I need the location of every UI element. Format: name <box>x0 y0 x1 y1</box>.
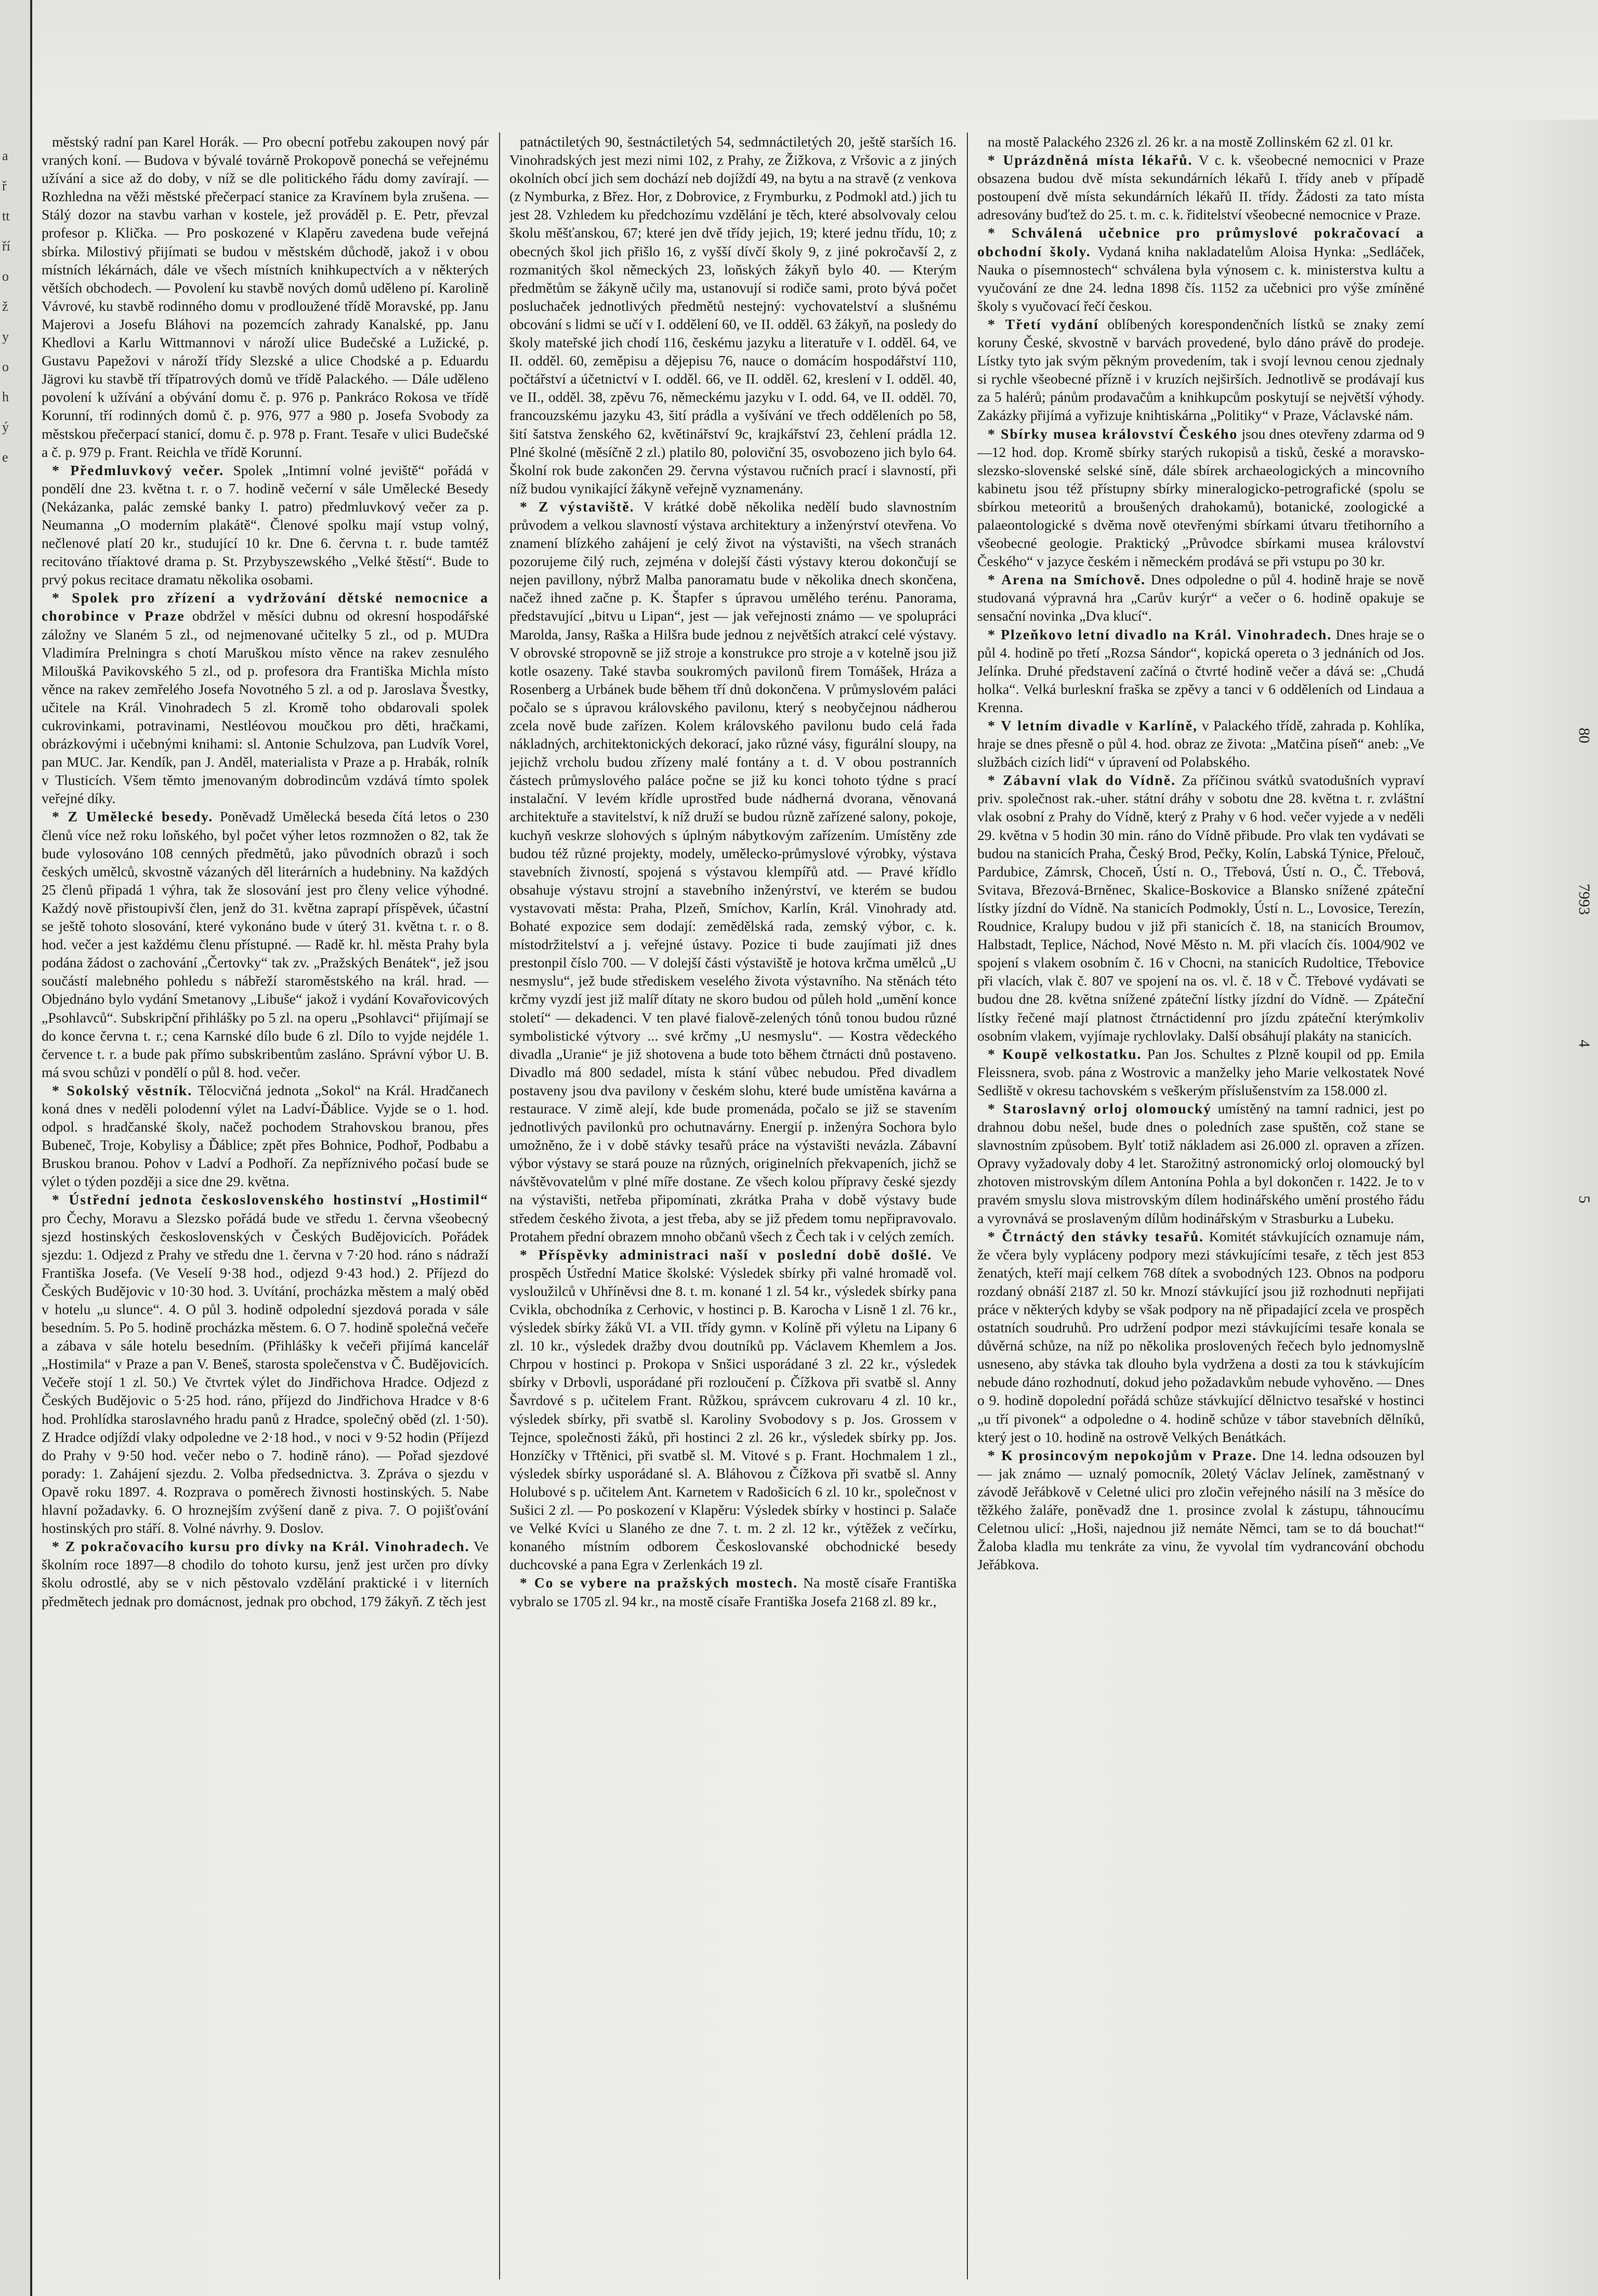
article-heading: * Koupě velkostatku. <box>988 1045 1142 1062</box>
article-paragraph <box>509 133 957 497</box>
article-text: Tělocvičná jednota „Sokol“ na Král. Hradčanech koná dnes v neděli polodenní výlet na Ladví-Ďáblice. Vyjde se o 1. hod. odpol. s hradčanské školy, načež pochodem Strahovskou branou, přes Bubeneč, Troje, Kobylisy a Ďáblice; zpět přes Bohnice, Podhoř, Podbabu a Bruskou branou. Pohov v Ladví a Podhoří. Za nepříznivého počasí bude se výlet o týden později a sice dne 29. května. <box>42 1082 489 1190</box>
edge-letter: e <box>2 450 8 465</box>
edge-letter: a <box>2 148 8 163</box>
article-heading: * V letním divadle v Karlíně, <box>988 717 1198 733</box>
article-paragraph <box>42 133 489 461</box>
article-text: Za příčinou svátků svatodušních vypraví priv. společnost rak.-uher. státní dráhy v sobotu dne 28. května t. r. zvláštní vlak osobní z Prahy do Vídně, který z Prahy v 6 hod. večer vyjede a v neděli 29. května v 5 hodin 30 min. ráno do Vídně přibude. Pro vlak ten vydávati se budou na stanicích Praha, Český Brod, Pečky, Kolín, Labská Týnice, Přelouč, Pardubice, Zámrsk, Choceň, Ústí n. O., Třebová, Ústí n. O., Č. Třebová, Svitava, Březová-Brněnec, Skalice-Boskovice a Blansko snížené zpáteční lístky jízdní do Vídně. Na stanicích Podmokly, Ústí n. L., Lovosice, Terezín, Roudnice, Kralupy budou v již při stanicích č. 18, na stanicích Broumov, Halbstadt, Teplice, Náchod, Nové Město n. M. při vlacích čís. 1004/902 ve spojení s vlakem osobním č. 16 v Chocni, na stanicích Rudoltice, Třebovice při vlacích, vlak č. 807 ve spojení na os. vl. č. 18 v Č. Třebové vydávati se budou dne 28. května snížené zpáteční lístky jízdní do Vídně. — Zpáteční lístky řečené mají platnost čtrnáctidenní pro jízdu zpáteční kterýmkoliv osobním vlakem, vyjímaje rychlovlaky. Další obsáhují plakáty na stanicích. <box>977 772 1424 1044</box>
article-paragraph <box>509 1573 957 1610</box>
column-3 <box>977 133 1424 2279</box>
edge-number: 80 <box>1576 728 1593 743</box>
article-text: Poněvadž Umělecká beseda čítá letos o 230 členů více než roku loňského, byl počet výher letos rozmnožen o 82, tak že bude vylosováno 108 cenných předmětů, jako původních obrazů i soch českých umělců, skvostně vázaných děl literárních a hudebniny. Na každých 25 členů připadá 1 výhra, tak že slosování jest pro členy velice výhodné. Každý nově přistoupivší člen, jenž do 31. května zaprapí příspěvek, účastní se ještě tohoto slosování, které vykonáno bude v úterý 31. května t. r. o 8. hod. večer a jest každému členu přístupné. — Radě kr. hl. města Prahy byla podána žádost o zachování „Čertovky“ tak zv. „Pražských Benátek“, jež jsou součástí malebného pohledu s nábřeží staroměstského na král. hrad. — Objednáno bylo vydání Smetanovy „Libuše“ jakož i vydání Kovařovicových „Psohlavců“. Subskripční přihlášky po 5 zl. na operu „Psohlavci“ přijímají se do konce června t. r.; cena Karnské dílo bude 6 zl. Dílo to vyjde nejdéle 1. července t. r. a bude pak přímo subskribentům zasláno. Správní výbor U. B. má svou schůzi v pondělí o půl 8. hod. večer. <box>42 808 489 1080</box>
article-heading: * Spolek pro zřízení a vydržování dětské nemocnice a chorobince v Praze <box>42 589 489 624</box>
article-heading: * Plzeňkovo letní divadlo na Král. Vinohradech. <box>988 626 1332 642</box>
edge-letter: ř <box>2 178 7 193</box>
edge-letter: y <box>2 329 9 344</box>
article-heading: * Schválená učebnice pro průmyslové pokračovací a obchodní školy. <box>977 225 1424 259</box>
article-heading: * Uprázdněná místa lékařů. <box>988 152 1193 168</box>
article-heading: * Čtrnáctý den stávky tesařů. <box>988 1228 1204 1244</box>
article-paragraph <box>509 497 957 1245</box>
article-heading: * Třetí vydání <box>988 316 1099 332</box>
article-heading: * Z výstaviště. <box>520 498 635 515</box>
article-text: Dnes hraje se o půl 4. hodině po třetí „Rozsa Sándor“, kopická opereta o 3 jednáních od Jos. Jelínka. Druhé představení začíná o čtvrté hodině večer a dává se: „Chudá holka“. Velká burleskní fraška se zpěvy a tanci v 6 odděleních od Lindaua a Krenna. <box>977 626 1424 715</box>
article-heading: * Předmluvkový večer. <box>52 462 224 478</box>
article-text: Komitét stávkujících oznamuje nám, že včera byly vypláceny podpory mezi stávkujícími tesaře, z těch jest 853 ženatých, kteří mají celkem 768 dítek a svobodných 123. Obnos na podporu rozdaný obnáší 2187 zl. 50 kr. Mnozí stávkující jsou již rozhodnuti nepřijati práce v některých kdyby se však podpory na ně připadající zcela ve prospěch ostatních soudruhů. Pro udržení podpor mezi stávkujícími tesaře konala se důvěrná schůze, na níž po několika proslovených řečech bylo jednomyslně usneseno, aby stávka tak dlouho byla vydržena a dosti za tou k stávkujícím nebude dáno rozhodnutí, dokud jeho požadavkům nebude vyhověno. — Dnes o 9. hodině dopolední pořádá schůze stávkující dělnictvo tesařské v hostinci „u tří pivonek“ a odpoledne o 4. hodině schůze v tábor stavebních dělníků, který jest o 10. hodině na ostrově Velkých Benátkách. <box>977 1228 1424 1445</box>
article-text: jsou dnes otevřeny zdarma od 9—12 hod. dop. Kromě sbírky starých rukopisů a tisků, české a moravsko-slezsko-slovenské selské síně, dále sbírek archaeologických a mincovního kabinetu jsou též přístupny sbírky mineralogicko-petrografické (spolu se sbírkou meteoritů a broušených drahokamů), botanické, zoologické a palaeontologické s dvěma nově otevřenými sbírkami útvaru třetihorního a všeobecné geologie. Praktický „Průvodce sbírkami musea království Českého“ v jazyce českém i německém prodává se při vstupu po 30 kr. <box>977 425 1424 570</box>
article-text: V c. k. všeobecné nemocnici v Praze obsazena budou dvě místa sekundárních lékařů I. třídy aneb v případě postoupení dvě místa sekundárních lékařů II. třídy. Žádosti za tato místa adresovány buďtež do 25. t. m. c. k. řiditelství všeobecné nemocnice v Praze. <box>977 152 1424 223</box>
column-2 <box>509 133 957 2279</box>
article-paragraph <box>977 1227 1424 1446</box>
edge-letter: o <box>2 269 9 284</box>
edge-letter: tt <box>2 208 10 224</box>
article-heading: * Co se vybere na pražských mostech. <box>520 1575 798 1591</box>
article-paragraph <box>977 1045 1424 1099</box>
article-heading: * Staroslavný orloj olomoucký <box>988 1100 1212 1117</box>
article-text: Vydaná kniha nakladatelům Aloisa Hynka: „Sedláček, Nauka o písemnostech“ schválena byla výnosem c. k. ministerstva kultu a vyučování ze dne 24. ledna 1898 čís. 1152 za učebnici pro výše zmíněné školy s vyučovací řečí českou. <box>977 243 1424 314</box>
edge-letter: o <box>2 359 9 374</box>
article-heading: * Sbírky musea království Českého <box>988 425 1238 442</box>
article-paragraph <box>509 1245 957 1574</box>
article-heading: * K prosincovým nepokojům v Praze. <box>988 1447 1258 1463</box>
article-text: Ve školním roce 1897—8 chodilo do tohoto kursu, jenž jest určen pro dívky školu odrostlé, aby se v nich pěstovalo vzdělání praktické i v literních předmětech jednak pro domácnost, jednak pro obchod, 179 žákyň. Z těch jest <box>42 1538 489 1609</box>
article-paragraph <box>42 1081 489 1191</box>
article-heading: * Zábavní vlak do Vídně. <box>988 772 1176 789</box>
article-text: pro Čechy, Moravu a Slezsko pořádá bude ve středu 1. června všeobecný sjezd hostinských československých v Českých Budějovicích. Pořádek sjezdu: 1. Odjezd z Prahy ve středu dne 1. června v 7·20 hod. ráno s nádraží Františka Josefa. (Ve Veselí 9·38 hod., odjezd 9·43 hod.) 2. Příjezd do Českých Budějovic v 10·30 hod. 3. Uvítání, procházka městem a malý oběd v hotelu „u slunce“. 4. O půl 3. hodině odpolední sjezdová porada v sále besedním. 5. Po 5. hodině procházka městem. 6. O 7. hodině společná večeře a zábava v sále hotelu besedním. (Přihlášky k večeři přijímá kancelář „Hostimila“ v Praze a pan V. Beneš, starosta společenstva v Č. Budějovicích. Večeře stojí 1 zl. 50.) Ve čtvrtek výlet do Jindřichova Hradce. Odjezd z Českých Budějovic o 5·25 hod. ráno, příjezd do Jindřichova Hradce v 8·6 hod. Prohlídka staroslavného hradu panů z Hradce, společný oběd (zl. 1·50). Z Hradce odjíždí vlaky odpoledne ve 2·18 hod., v noci v 9·52 hodin (Příjezd do Prahy v 9·50 hod. večer nebo o 7. hodině ráno). — Pořad sjezdové porady: 1. Zahájení sjezdu. 2. Volba předsednictva. 3. Zpráva o sjezdu v Opavě roku 1897. 4. Rozprava o poměrech živnosti hostinských. 5. Nabe hlavní požadavky. 6. O hroznejším zvýšení daně z piva. 7. O pojišťování hostinských pro stáří. 8. Volné návrhy. 9. Doslov. <box>42 1210 489 1537</box>
article-text: Spolek „Intimní volné jeviště“ pořádá v pondělí dne 23. května t. r. o 7. hodině večerní v sále Umělecké Besedy (Nekázanka, palác zemské banky I. patro) předmluvkový večer za p. Neumanna „O moderním plakátě“. Členové spolku mají vstup volný, nečlenové platí 20 kr., studující 10 kr. Dne 6. června t. r. bude tamtéž recitováno tříaktové drama p. St. Przybyszewského „Velké štěstí“. Bude to prvý pokus recitace dramatu několika osobami. <box>42 462 489 588</box>
edge-letter: ří <box>2 239 10 254</box>
article-text: Na mostě císaře Františka vybralo se 1705 zl. 94 kr., na mostě císaře Františka Josefa 2168 zl. 89 kr., <box>509 1575 957 1609</box>
article-paragraph <box>977 1099 1424 1227</box>
article-text: Dnes odpoledne o půl 4. hodině hraje se nově studovaná výpravná hra „Carův kurýr“ a večer o 6. hodině opakuje se sensační novinka „Dva klucí“. <box>977 571 1424 624</box>
article-paragraph <box>977 570 1424 625</box>
article-paragraph <box>42 807 489 1081</box>
article-paragraph <box>42 588 489 807</box>
edge-number: 5 <box>1576 1196 1593 1203</box>
article-paragraph <box>977 425 1424 571</box>
article-paragraph <box>42 1190 489 1537</box>
article-text: městský radní pan Karel Horák. — Pro obecní potřebu zakoupen nový pár vraných koní. — Budova v bývalé továrně Prokopově ponechá se veřejnému užívání a sice až do doby, v níž se dle politického řádu domy zavírají. — Rozhledna na věži městské přečerpací stanice za Kravínem byla zrušena. — Stálý dozor na stavbu varhan v kostele, jež prováděl p. E. Petr, převzal profesor p. Klička. — Pro poskozené v Klapěru zavedena bude veřejná sbírka. Milostivý přijímati se budou v městském důchodě, jakož i v obou místních lékárnách, dále ve všech místních knihkupectvích a v některých větších obchodech. — Povolení ku stavbě nových domů uděleno pí. Karolině Vávrové, ku stavbě rodinného domu v prodloužené třídě Moravské, pp. Janu Majerovi a Josefu Bláhovi na pozemcích zahrady Kanalské, pp. Janu Khedlovi a Karlu Wittmannovi v nároží ulice Budečské a Lužické, p. Gustavu Papežovi v nároží třídy Slezské a ulice Chodské a p. Eduardu Jägrovi ku stavbě tří třípatrových domů ve třídě Palackého. — Dále uděleno povolení k užívání a obývání domu č. p. 976 p. Pankráco Rokosa ve třídě Korunní, tří rodinných domů č. p. 976, 977 a 980 p. Josefa Svobody za městskou přečerpací stanicí, domu č. p. 978 p. Frant. Tesaře v ulici Budečské a č. p. 979 p. Frant. Reichla ve třídě Korunní. <box>42 134 489 460</box>
article-paragraph <box>977 315 1424 425</box>
article-text: v Palackého třídě, zahrada p. Kohlíka, hraje se dnes přesně o půl 4. hod. obraz ze života: „Matčina píseň“ aneb: „Ve službách cizích lidí“ v úpravení od Polabského. <box>977 717 1424 770</box>
article-text: Pan Jos. Schultes z Plzně koupil od pp. Emila Fleissnera, svob. pána z Wostrovic a manželky jeho Marie velkostatek Nové Sedliště v okresu tachovském s veškerým příslušenstvím za 158.000 zl. <box>977 1045 1424 1098</box>
article-text: Dne 14. ledna odsouzen byl — jak známo — uznalý pomocník, 20letý Václav Jelínek, zaměstnaný v závodě Jeřábkově v Celetné ulici pro zločin veřejného násilí na 3 měsíce do těžkého žaláře, poněvadž dne 1. prosince zvolal k zástupu, táhnoucímu Celetnou ulicí: „Hoši, najednou již nemáte Němci, tam se to dá bouchat!“ Žaloba kladla mu tenkráte za vinu, že vyvolal tím vydrancování obchodu Jeřábkova. <box>977 1447 1424 1573</box>
article-heading: * Příspěvky administraci naší v poslední době došlé. <box>520 1246 933 1263</box>
article-text: Ve prospěch Ústřední Matice školské: Výsledek sbírky při valné hromadě vol. vysloužilců v Uhříněvsi dne 8. t. m. konané 1 zl. 54 kr., výsledek sbírky pana Cvikla, obchodníka z Cerhovic, v hostinci p. B. Karocha v Lisně 1 zl. 76 kr., výsledek sbírky žáků VI. a VII. třídy gymn. v Kolíně při výletu na Lipany 6 zl. 10 kr., výsledek dražby dvou doutníků pp. Václavem Khemlem a Jos. Chrpou v hostinci p. Prokopa v Snšici usporádané 3 zl. 22 kr., výsledek sbírky v Drbovli, usporádané při rozloučení p. Čížkova při svatbě sl. Anny Šavrdové s p. učitelem Frant. Růžkou, správcem cukrovaru 4 zl. 10 kr., výsledek sbírky, při svatbě sl. Karoliny Svobodovy s p. Jos. Grossem v Tejnce, společnosti žáků, při hostinci 2 zl. 26 kr., výsledek sbírky pp. Jos. Honzíčky v Třtěnici, při svatbě sl. M. Vitové s p. Frant. Hochmalem 1 zl., výsledek sbírky usporádané sl. A. Bláhovou z Čížkova při svatbě sl. Anny Holubové s p. učitelem Ant. Karnetem v Radošicích 6 zl. 10 kr., společnost v Sušici 2 zl. — Po poskození v Klapěru: Výsledek sbírky v hostinci p. Salače ve Velké Kvíci u Slaného ze dne 7. t. m. 2 zl. 12 kr., výtěžek z večírku, konaného místním odborem Českoslovanské obchodnické besedy duchcovské a pana Egra v Zerlenkách 19 zl. <box>509 1246 957 1573</box>
column-rule <box>499 133 500 2279</box>
article-paragraph <box>977 625 1424 716</box>
article-heading: * Sokolský věstník. <box>52 1082 193 1098</box>
article-heading: * Z Umělecké besedy. <box>52 808 214 825</box>
edge-number: 4 <box>1576 1040 1593 1047</box>
edge-letter: ý <box>2 419 9 435</box>
article-paragraph <box>42 1537 489 1610</box>
article-text: oblíbených korespondenčních lístků se znaky zemí koruny České, skvostně v barvách provedené, bylo dáno právě do prodeje. Lístky tyto jak svým pěkným provedením, tak i svojí levnou cenou zjednaly si rychle všeobecné přízně i v kruzích nejširších. Jednotlivě se prodávají kus za 5 halérů; pánům prodavačům a knihkupcům poskytují se největší výhody. Zakázky přijímá a vyřizuje knihtiskárna „Politiky“ v Praze, Václavské nám. <box>977 316 1424 424</box>
article-paragraph <box>977 716 1424 771</box>
article-heading: * Ústřední jednota československého hostinství „Hostimil“ <box>52 1191 489 1208</box>
article-paragraph <box>977 133 1424 151</box>
article-text: umístěný na tamní radnici, jest po drahnou dobu nešel, bude dnes o poledních zase spuštěn, což stane se slavnostním způsobem. Bylť totiž nákladem asi 26.000 zl. opraven a zřízen. Opravy vyžadovaly doby 4 let. Starožitný astronomický orloj olomoucký byl zhotoven mistrovským dílem Antonína Pohla a byl dokončen r. 1422. Je to v pravém smyslu slova mistrovským dílem hodinářského umění prostého řádu a vyrovnává se proslaveným dílům hodinářským v Strasburku a Lubeku. <box>977 1100 1424 1226</box>
column-rule <box>967 133 968 2279</box>
article-paragraph <box>42 461 489 589</box>
article-text: patnáctiletých 90, šestnáctiletých 54, sedmnáctiletých 20, ještě starších 16. Vinohradských jest mezi nimi 102, z Prahy, ze Žižkova, z Vršovic a z jiných okolních obcí jich sem dochází neb dojíždí 49, na bytu a na stravě (z venkova (z Nymburka, z Břez. Hor, z Dobrovice, z Frymburku, z Podmokl atd.) jich tu jest 28. Vzhledem ku předchozímu vzdělání je těch, které absolvovaly celou školu měšťanskou, 67; které jen dvě třídy jejich, 19; které jednu třídu, 10; z obecných škol jich přišlo 16, z vyšší dívčí školy 9, z jiné pokročavší 2, z rozmanitých škol německých 23, loňských žákyň bylo 40. — Kterým předmětům se žákyně učily ma, ustanovují si rodiče sami, proto bývá počet posluchaček jednotlivých předmětů nestejný: vychovatelství a slušnému obcování s lidmi se učí v I. oddělení 60, ve II. odděl. 63 žákyň, na posledy do školy mateřské jich chodí 116, českému jazyku a literatuře v I. odděl. 64, ve II. odděl. 60, zeměpisu a dějepisu 76, nauce o domácím hospodářství 110, počtářství a účetnictví v I. odděl. 66, ve II. odděl. 62, kreslení v I. odděl. 40, ve II., odděl. 38, zpěvu 76, německému jazyku v I. odd. 64, ve II. odděl. 70, francouzskému jazyku 43, šití prádla a vyšívání ve třech odděleních po 58, šití šatstva ženského 62, květinářství 9c, krajkářství 23, čehlení prádla 12. Plné školné (měsíčně 2 zl.) platilo 80, poloviční 35, osvobozeno jich bylo 64. Školní rok bude zakončen 29. června výstavou ručních prací i slavností, při níž budou vynikající žákyně veřejně vyznamenány. <box>509 134 957 496</box>
article-heading: * Z pokračovacího kursu pro dívky na Král. Vinohradech. <box>52 1538 470 1555</box>
article-paragraph <box>977 224 1424 314</box>
article-text: obdržel v měsíci dubnu od okresní hospodářské záložny ve Slaném 5 zl., od nejmenované učitelky 5 zl., od p. MUDra Vladimíra Prelningra s chotí Maruškou místo věnce na rakev zesnulého Miloušká Pavikovského 5 zl., od p. profesora dra Františka Michla místo věnce na rakev zemřelého Josefa Novotného 5 zl. a od p. Jaroslava Švestky, učitele na Král. Vinohradech 5 zl. Kromě toho obdarovali spolek cukrovinkami, potravinami, Nestléovou moučkou pro děti, hračkami, obrázkovými i učebnými knihami: sl. Antonie Schulzova, pan Ludvík Vorel, pan MUC. Jar. Kendík, pan J. Anděl, materialista v Praze a p. Hrabák, rolník v Tlusticích. Všem těmto jmenovaným dobrodincům vzdává tímto spolek veřejné díky. <box>42 608 489 807</box>
article-paragraph <box>977 771 1424 1044</box>
column-1 <box>42 133 489 2279</box>
edge-letter: h <box>2 389 9 404</box>
article-text: na mostě Palackého 2326 zl. 26 kr. a na mostě Zollinském 62 zl. 01 kr. <box>988 134 1394 150</box>
edge-letter: ž <box>2 299 8 314</box>
newspaper-page <box>42 133 1440 2279</box>
adjacent-page-edge-right <box>1572 728 1598 1377</box>
article-heading: * Arena na Smíchově. <box>988 571 1146 588</box>
article-text: V krátké době několika nedělí budo slavnostním průvodem a velkou slavností výstava architektury a inženýrství otevřena. Vo znamení blízkého zahájení je celý život na výstavišti, na všech stranách pozorujeme čilý ruch, zejména v dolejší části výstavy kterou dokončují se nejen pavillony, nýbrž Malba panoramatu bude v několika dnech skončena, načež ihned začne p. K. Štapfer s úpravou umělého terénu. Panorama, představující „bitvu u Lipan“, jest — jak veřejnosti známo — ve spolupráci Marolda, Jansy, Raška a Hilšra bude jednou z největších atrakcí celé výstavy. V obrovské stropovně se již stroje a konstrukce pro stroje a v kotelně jsou již kotle osazeny. Také stavba soukromých pavilonů firem Tomášek, Hráza a Rosenberg a Urbánek bude během tří dnů dokončena. V průmyslovém paláci počalo se s úpravou královského pavilonu, který s neobyčejnou nádherou zcela nově bude zařízen. Kolem královského pavilonu budo celá řada nákladných, architektonických dekorací, jako různé vásy, figurální sloupy, na jejichž vrcholu budou zřízeny malé fontány a t. d. V obou postranních částech průmyslového paláce počne se již ku konci tohoto týdne s prací instalační. V levém křídle uprostřed bude nádherná dvorana, věnovaná architektuře a stavitelství, k níž druží se budou různě zařízené salony, pokoje, kuchyň veskrze slohových s úplným nábytkovým zařízením. Umístěny zde budou též různé projekty, modely, umělecko-průmyslové výrobky, výstava stavebních živností, spojená s výstavou klempířů atd. — Pravé křídlo obsahuje výstavu strojní a stavebního inženýrství, ve kterém se budou vystavovati města: Praha, Plzeň, Smíchov, Karlín, Král. Vinohrady atd. Bohaté expozice sem dodají: zemědělská rada, zemský výbor, c. k. místodržitelství a j. veřejné ústavy. Pozice ti bude zaujímati již dnes prestonpil číslo 700. — V dolejší části výstaviště je hotova krčma umělců „U nesmyslu“, jež bude střediskem veselého života výstavního. Na stěnách této krčmy vyzdí jest již malíř dítaty ne skoro budou od půleh hold „umění konce století“ — dekadenci. V ten plavé fialově-zelených tónů tonou budou různé symbolistické výtvory ... své krčmy „U nesmyslu“. — Kostra vědeckého divadla „Uranie“ je již shotovena a bude toto během čtrnácti dnů postaveno. Divadlo má 800 sedadel, místa k stání vůbec nebudou. Před divadlem postaveny jsou dva pavilony v českém slohu, které bude umístěna kavárna a restaurace. V zimě alejí, kde bude promenáda, počalo se již se stavením jednotlivých pavilonků pro ochutnavárny. Energií p. inženýra Sochora bylo umožněno, že i v době stávky tesařů práce na výstavišti nevázla. Zábavní výbor výstavy se stará pouze na různých, originelních překvapeních, jichž se návštěvovatelům v plné míře dostane. Ze všech kolou přípravy české sjezdy na výstavišti, netřeba připomínati, zkrátka Praha v době výstavy bude středem českého života, a jest třeba, aby se již předem tomu nepřipravovalo. Protahem přední obrazem mnoho občanů všech z Čech tak i v celých zemích. <box>509 498 957 1244</box>
article-paragraph <box>977 151 1424 224</box>
article-paragraph <box>977 1446 1424 1574</box>
page-top-margin <box>30 0 1598 120</box>
edge-number: 7993 <box>1576 884 1593 915</box>
adjacent-page-edge <box>0 0 32 2296</box>
